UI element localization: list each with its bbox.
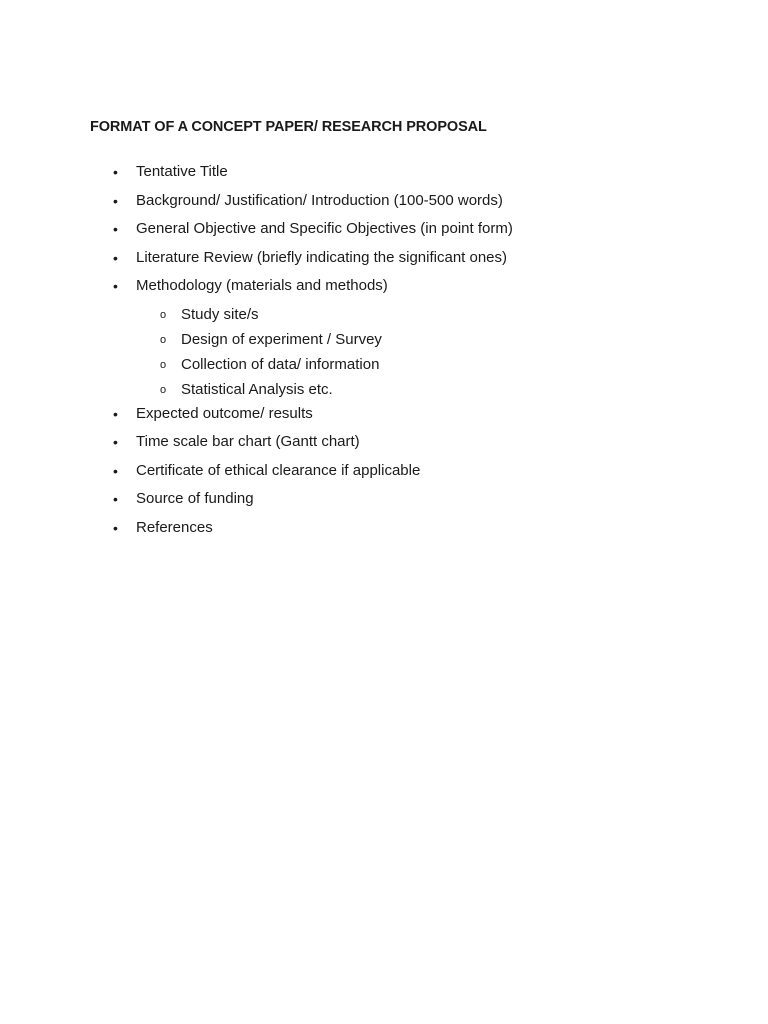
list-item-label: Time scale bar chart (Gantt chart) xyxy=(136,433,360,450)
sub-list-item-label: Collection of data/ information xyxy=(181,356,380,373)
list-item-label: References xyxy=(136,519,213,536)
bullet-icon: • xyxy=(113,491,118,507)
list-item-label: Source of funding xyxy=(136,490,254,507)
list-item-label: Tentative Title xyxy=(136,163,228,180)
sub-bullet-icon: o xyxy=(160,384,167,396)
sub-list-item-label: Design of experiment / Survey xyxy=(181,331,382,348)
list-item-label: Methodology (materials and methods) xyxy=(136,277,388,294)
sub-bullet-icon: o xyxy=(160,359,167,371)
list-item-label: Expected outcome/ results xyxy=(136,405,313,422)
document-title: FORMAT OF A CONCEPT PAPER/ RESEARCH PROPOSAL xyxy=(90,119,487,135)
bullet-icon: • xyxy=(113,193,118,209)
list-item-label: Certificate of ethical clearance if applicable xyxy=(136,462,421,479)
list-item-label: Literature Review (briefly indicating the significant ones) xyxy=(136,249,508,266)
sub-bullet-icon: o xyxy=(160,309,167,321)
sub-list-item-label: Statistical Analysis etc. xyxy=(181,381,333,398)
bullet-icon: • xyxy=(113,221,118,237)
bullet-icon: • xyxy=(113,406,118,422)
list-item-label: Background/ Justification/ Introduction (100-500 words) xyxy=(136,192,503,209)
bullet-icon: • xyxy=(113,434,118,450)
sub-bullet-icon: o xyxy=(160,334,167,346)
bullet-icon: • xyxy=(113,164,118,180)
sub-list-item-label: Study site/s xyxy=(181,306,259,323)
bullet-icon: • xyxy=(113,520,118,536)
list-item-label: General Objective and Specific Objectives (in point form) xyxy=(136,220,513,237)
bullet-icon: • xyxy=(113,278,118,294)
bullet-icon: • xyxy=(113,250,118,266)
bullet-icon: • xyxy=(113,463,118,479)
